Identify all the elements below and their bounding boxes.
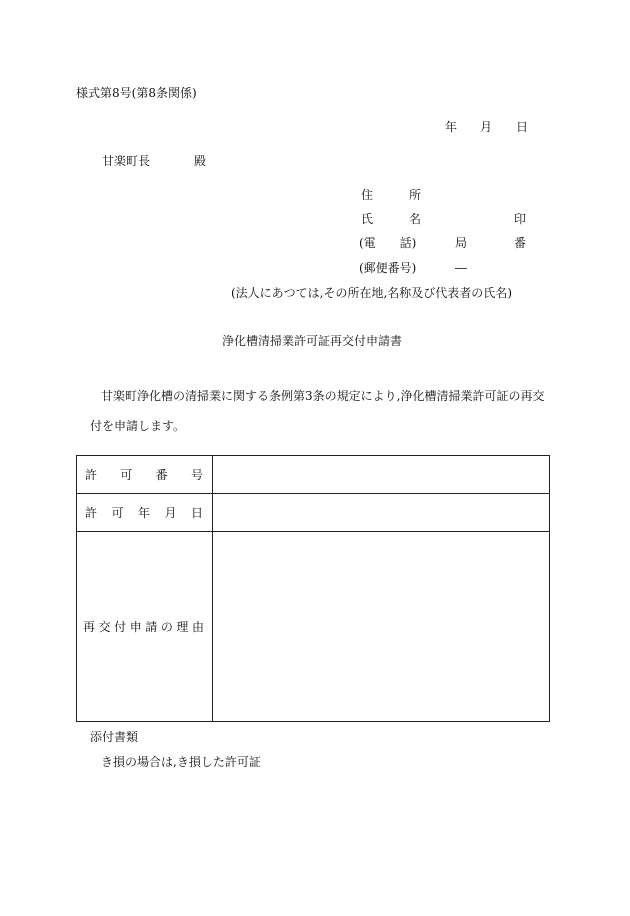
phone-label: (電 話) xyxy=(359,236,417,250)
postal-dash: ― xyxy=(455,261,467,275)
form-number: 様式第8号(第8条関係) xyxy=(76,86,197,100)
address-label-2: 所 xyxy=(409,188,422,202)
name-label-1: 氏 xyxy=(361,212,374,226)
reissue-reason-field[interactable] xyxy=(213,532,550,722)
permit-number-label-cell xyxy=(77,456,213,494)
seal-mark: 印 xyxy=(514,212,527,226)
corporate-note: (法人にあつては,その所在地,名称及び代表者の氏名) xyxy=(231,286,512,300)
date-month: 月 xyxy=(480,120,493,134)
date-day: 日 xyxy=(516,120,529,134)
phone-exchange: 局 xyxy=(455,236,468,250)
phone-number-suffix: 番 xyxy=(514,236,527,250)
permit-number-field[interactable] xyxy=(213,456,550,494)
name-label-2: 名 xyxy=(409,212,422,226)
date-year: 年 xyxy=(445,120,458,134)
permit-info-table xyxy=(76,455,550,722)
reissue-reason-label: 再 交 付 申 請 の 理 由 xyxy=(83,620,204,634)
reissue-reason-label-cell xyxy=(77,532,213,722)
table-row xyxy=(77,494,550,532)
addressee-name: 甘楽町長 xyxy=(102,154,151,168)
attachments-heading: 添付書類 xyxy=(90,730,139,744)
postal-label: (郵便番号) xyxy=(359,261,417,275)
permit-date-field[interactable] xyxy=(213,494,550,532)
permit-date-label-cell xyxy=(77,494,213,532)
address-label-1: 住 xyxy=(361,188,374,202)
body-text-line-1: 甘楽町浄化槽の清掃業に関する条例第3条の規定により,浄化槽清掃業許可証の再交 xyxy=(101,389,545,403)
table-row xyxy=(77,456,550,494)
permit-number-label: 許 可 番 号 xyxy=(85,468,203,482)
document-title: 浄化槽清掃業許可証再交付申請書 xyxy=(222,334,403,348)
addressee-honorific: 殿 xyxy=(194,154,207,168)
body-text-line-2: 付を申請します。 xyxy=(90,419,186,433)
attachments-item: き損の場合は,き損した許可証 xyxy=(101,755,261,769)
table-row xyxy=(77,532,550,722)
permit-date-label: 許 可 年 月 日 xyxy=(85,506,203,520)
